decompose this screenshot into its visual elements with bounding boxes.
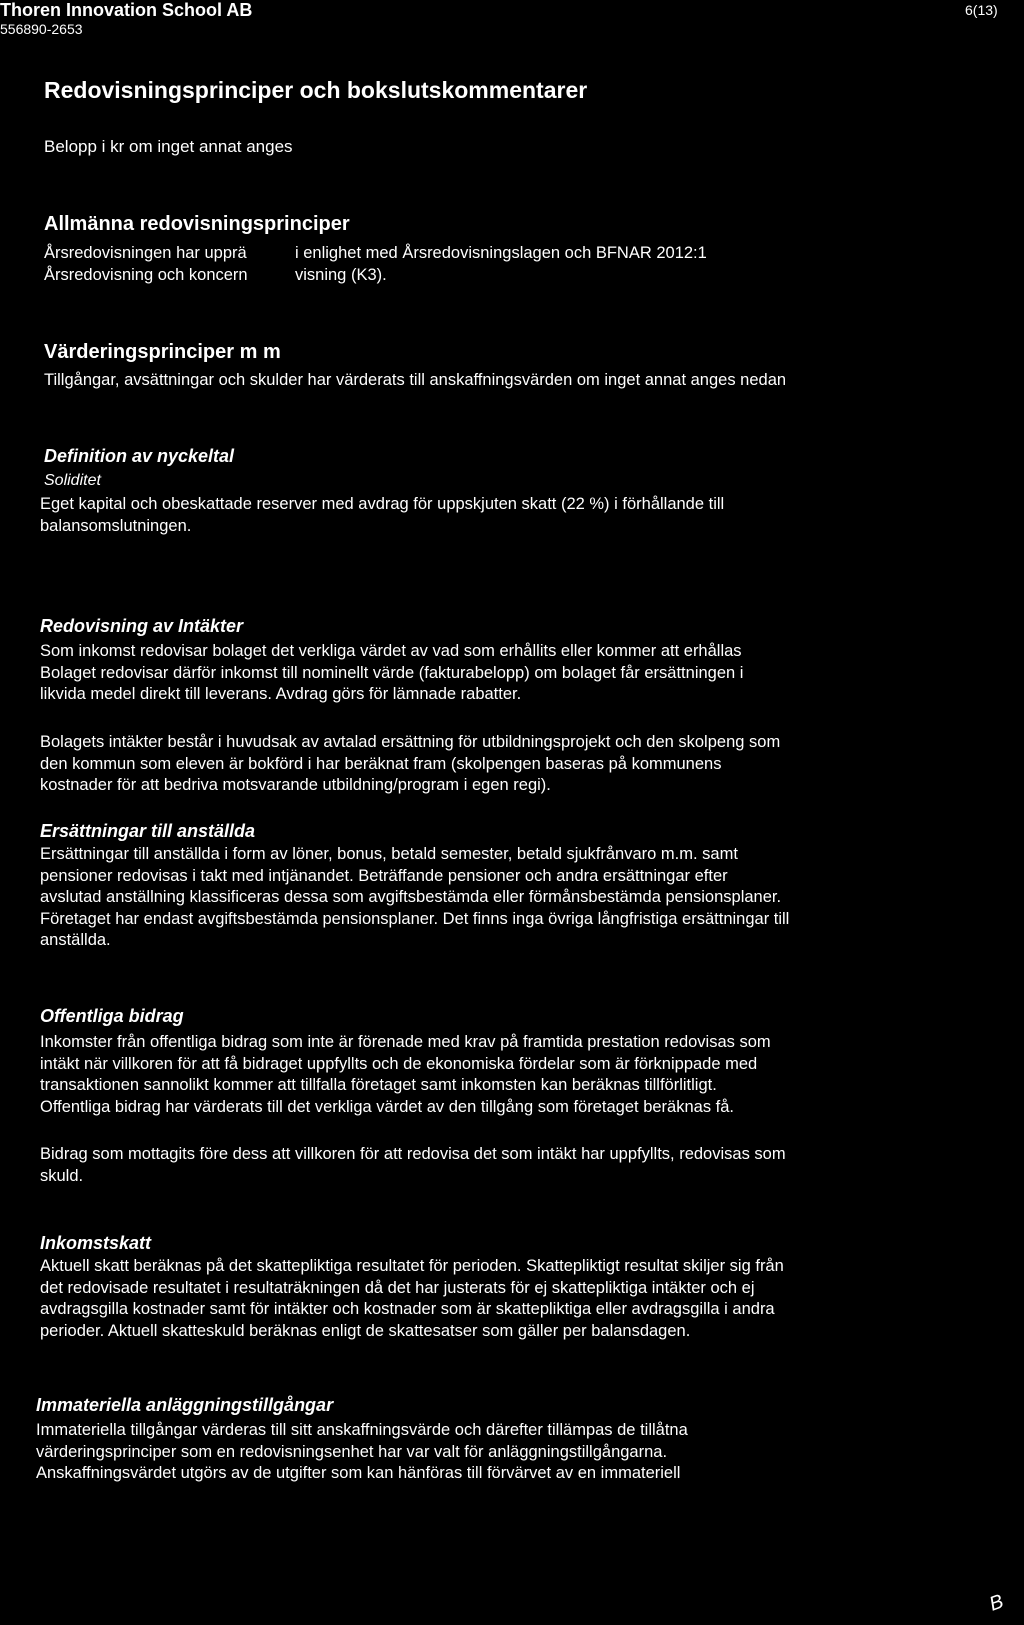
page-number: 6(13) <box>965 2 998 18</box>
income-tax-line: perioder. Aktuell skatteskuld beräknas enligt de skattesatser som gäller per balansdagen. <box>40 1321 691 1340</box>
general-principles-line1-right: i enlighet med Årsredovisningslagen och BFNAR 2012:1 <box>295 244 707 262</box>
amounts-note: Belopp i kr om inget annat anges <box>44 137 293 156</box>
signature-mark: B <box>986 1590 1007 1616</box>
employee-benefits-line: anställda. <box>40 931 111 949</box>
key-ratios-line: balansomslutningen. <box>40 516 192 535</box>
intangible-assets-text <box>36 1420 936 1485</box>
page-title: Redovisningsprinciper och bokslutskommentarer <box>44 77 588 103</box>
valuation-text: Tillgångar, avsättningar och skulder har värderats till anskaffningsvärden om inget annat anges nedan <box>44 371 787 389</box>
revenue-line: Som inkomst redovisar bolaget det verkliga värdet av vad som erhållits eller kommer att erhållas <box>40 642 742 660</box>
intangible-assets-line: Anskaffningsvärdet utgörs av de utgifter som kan hänföras till förvärvet av en immateriell <box>36 1464 681 1482</box>
public-grants-line: transaktionen sannolikt kommer att tillfalla företaget samt inkomsten kan beräknas tillförlitligt. <box>40 1076 717 1094</box>
section-heading-revenue: Redovisning av Intäkter <box>40 616 244 636</box>
intangible-assets-line: Immateriella tillgångar värderas till sitt anskaffningsvärde och därefter tillämpas de tillåtna <box>36 1421 688 1439</box>
revenue-paragraph-1 <box>40 641 940 706</box>
section-heading-valuation: Värderingsprinciper m m <box>44 341 281 363</box>
income-tax-line: det redovisade resultatet i resultaträkningen då det har justerats för ej skattepliktiga intäkter och ej <box>40 1278 755 1297</box>
section-heading-employee-benefits: Ersättningar till anställda <box>40 821 256 841</box>
employee-benefits-line: avslutad anställning klassificeras dessa som avgiftsbestämda eller förmånsbestämda pensionsplaner. <box>40 888 782 906</box>
public-grants-paragraph-2 <box>40 1144 940 1187</box>
intangible-assets-line: värderingsprinciper som en redovisningsenhet har var valt för anläggningstillgångarna. <box>36 1442 668 1461</box>
public-grants-line: intäkt när villkoren för att få bidraget uppfyllts och de ekonomiska fördelar som är förknippade med <box>40 1054 758 1073</box>
income-tax-text <box>40 1256 940 1342</box>
key-ratios-text <box>40 494 940 537</box>
employee-benefits-line: Ersättningar till anställda i form av löner, bonus, betald semester, betald sjukfrånvaro m.m. samt <box>40 845 738 863</box>
key-ratios-line: Eget kapital och obeskattade reserver med avdrag för uppskjuten skatt (22 %) i förhållande till <box>40 495 725 513</box>
general-principles-line1-left: Årsredovisningen har upprä <box>44 244 247 262</box>
revenue-line: Bolaget redovisar därför inkomst till nominellt värde (fakturabelopp) om bolaget får ersättningen i <box>40 663 744 682</box>
public-grants-line: Offentliga bidrag har värderats till det verkliga värdet av den tillgång som företaget beräknas få. <box>40 1097 734 1116</box>
employee-benefits-text <box>40 844 940 952</box>
company-name: Thoren Innovation School AB <box>0 0 253 20</box>
income-tax-line: Aktuell skatt beräknas på det skattepliktiga resultatet för perioden. Skattepliktigt resultat skiljer sig från <box>40 1257 784 1275</box>
revenue-line: likvida medel direkt till leverans. Avdrag görs för lämnade rabatter. <box>40 685 522 703</box>
general-principles-line2-left: Årsredovisning och koncern <box>44 266 248 284</box>
organization-number: 556890-2653 <box>0 21 83 37</box>
section-heading-intangible-assets: Immateriella anläggningstillgångar <box>36 1395 334 1415</box>
subheading-solidity: Soliditet <box>44 472 101 489</box>
section-heading-general-principles: Allmänna redovisningsprinciper <box>44 213 350 235</box>
employee-benefits-line: Företaget har endast avgiftsbestämda pensionsplaner. Det finns inga övriga långfristiga ersättningar till <box>40 909 790 928</box>
public-grants-line: skuld. <box>40 1166 84 1185</box>
section-heading-income-tax: Inkomstskatt <box>40 1233 152 1253</box>
revenue-line: kostnader för att bedriva motsvarande utbildning/program i egen regi). <box>40 776 551 794</box>
revenue-paragraph-2 <box>40 732 940 797</box>
public-grants-line: Bidrag som mottagits före dess att villkoren för att redovisa det som intäkt har uppfyllts, redovisas som <box>40 1145 786 1163</box>
public-grants-paragraph-1 <box>40 1032 940 1118</box>
employee-benefits-line: pensioner redovisas i takt med intjänandet. Beträffande pensioner och andra ersättningar efter <box>40 866 728 885</box>
section-heading-public-grants: Offentliga bidrag <box>40 1006 184 1026</box>
public-grants-line: Inkomster från offentliga bidrag som inte är förenade med krav på framtida prestation redovisas som <box>40 1033 771 1051</box>
section-heading-key-ratios: Definition av nyckeltal <box>44 446 235 466</box>
income-tax-line: avdragsgilla kostnader samt för intäkter och kostnader som är skattepliktiga eller avdragsgilla i andra <box>40 1300 775 1318</box>
revenue-line: Bolagets intäkter består i huvudsak av avtalad ersättning för utbildningsprojekt och den skolpeng som <box>40 733 781 751</box>
general-principles-line2-right: visning (K3). <box>295 266 387 284</box>
revenue-line: den kommun som eleven är bokförd i har beräknat fram (skolpengen baseras på kommunens <box>40 754 722 773</box>
